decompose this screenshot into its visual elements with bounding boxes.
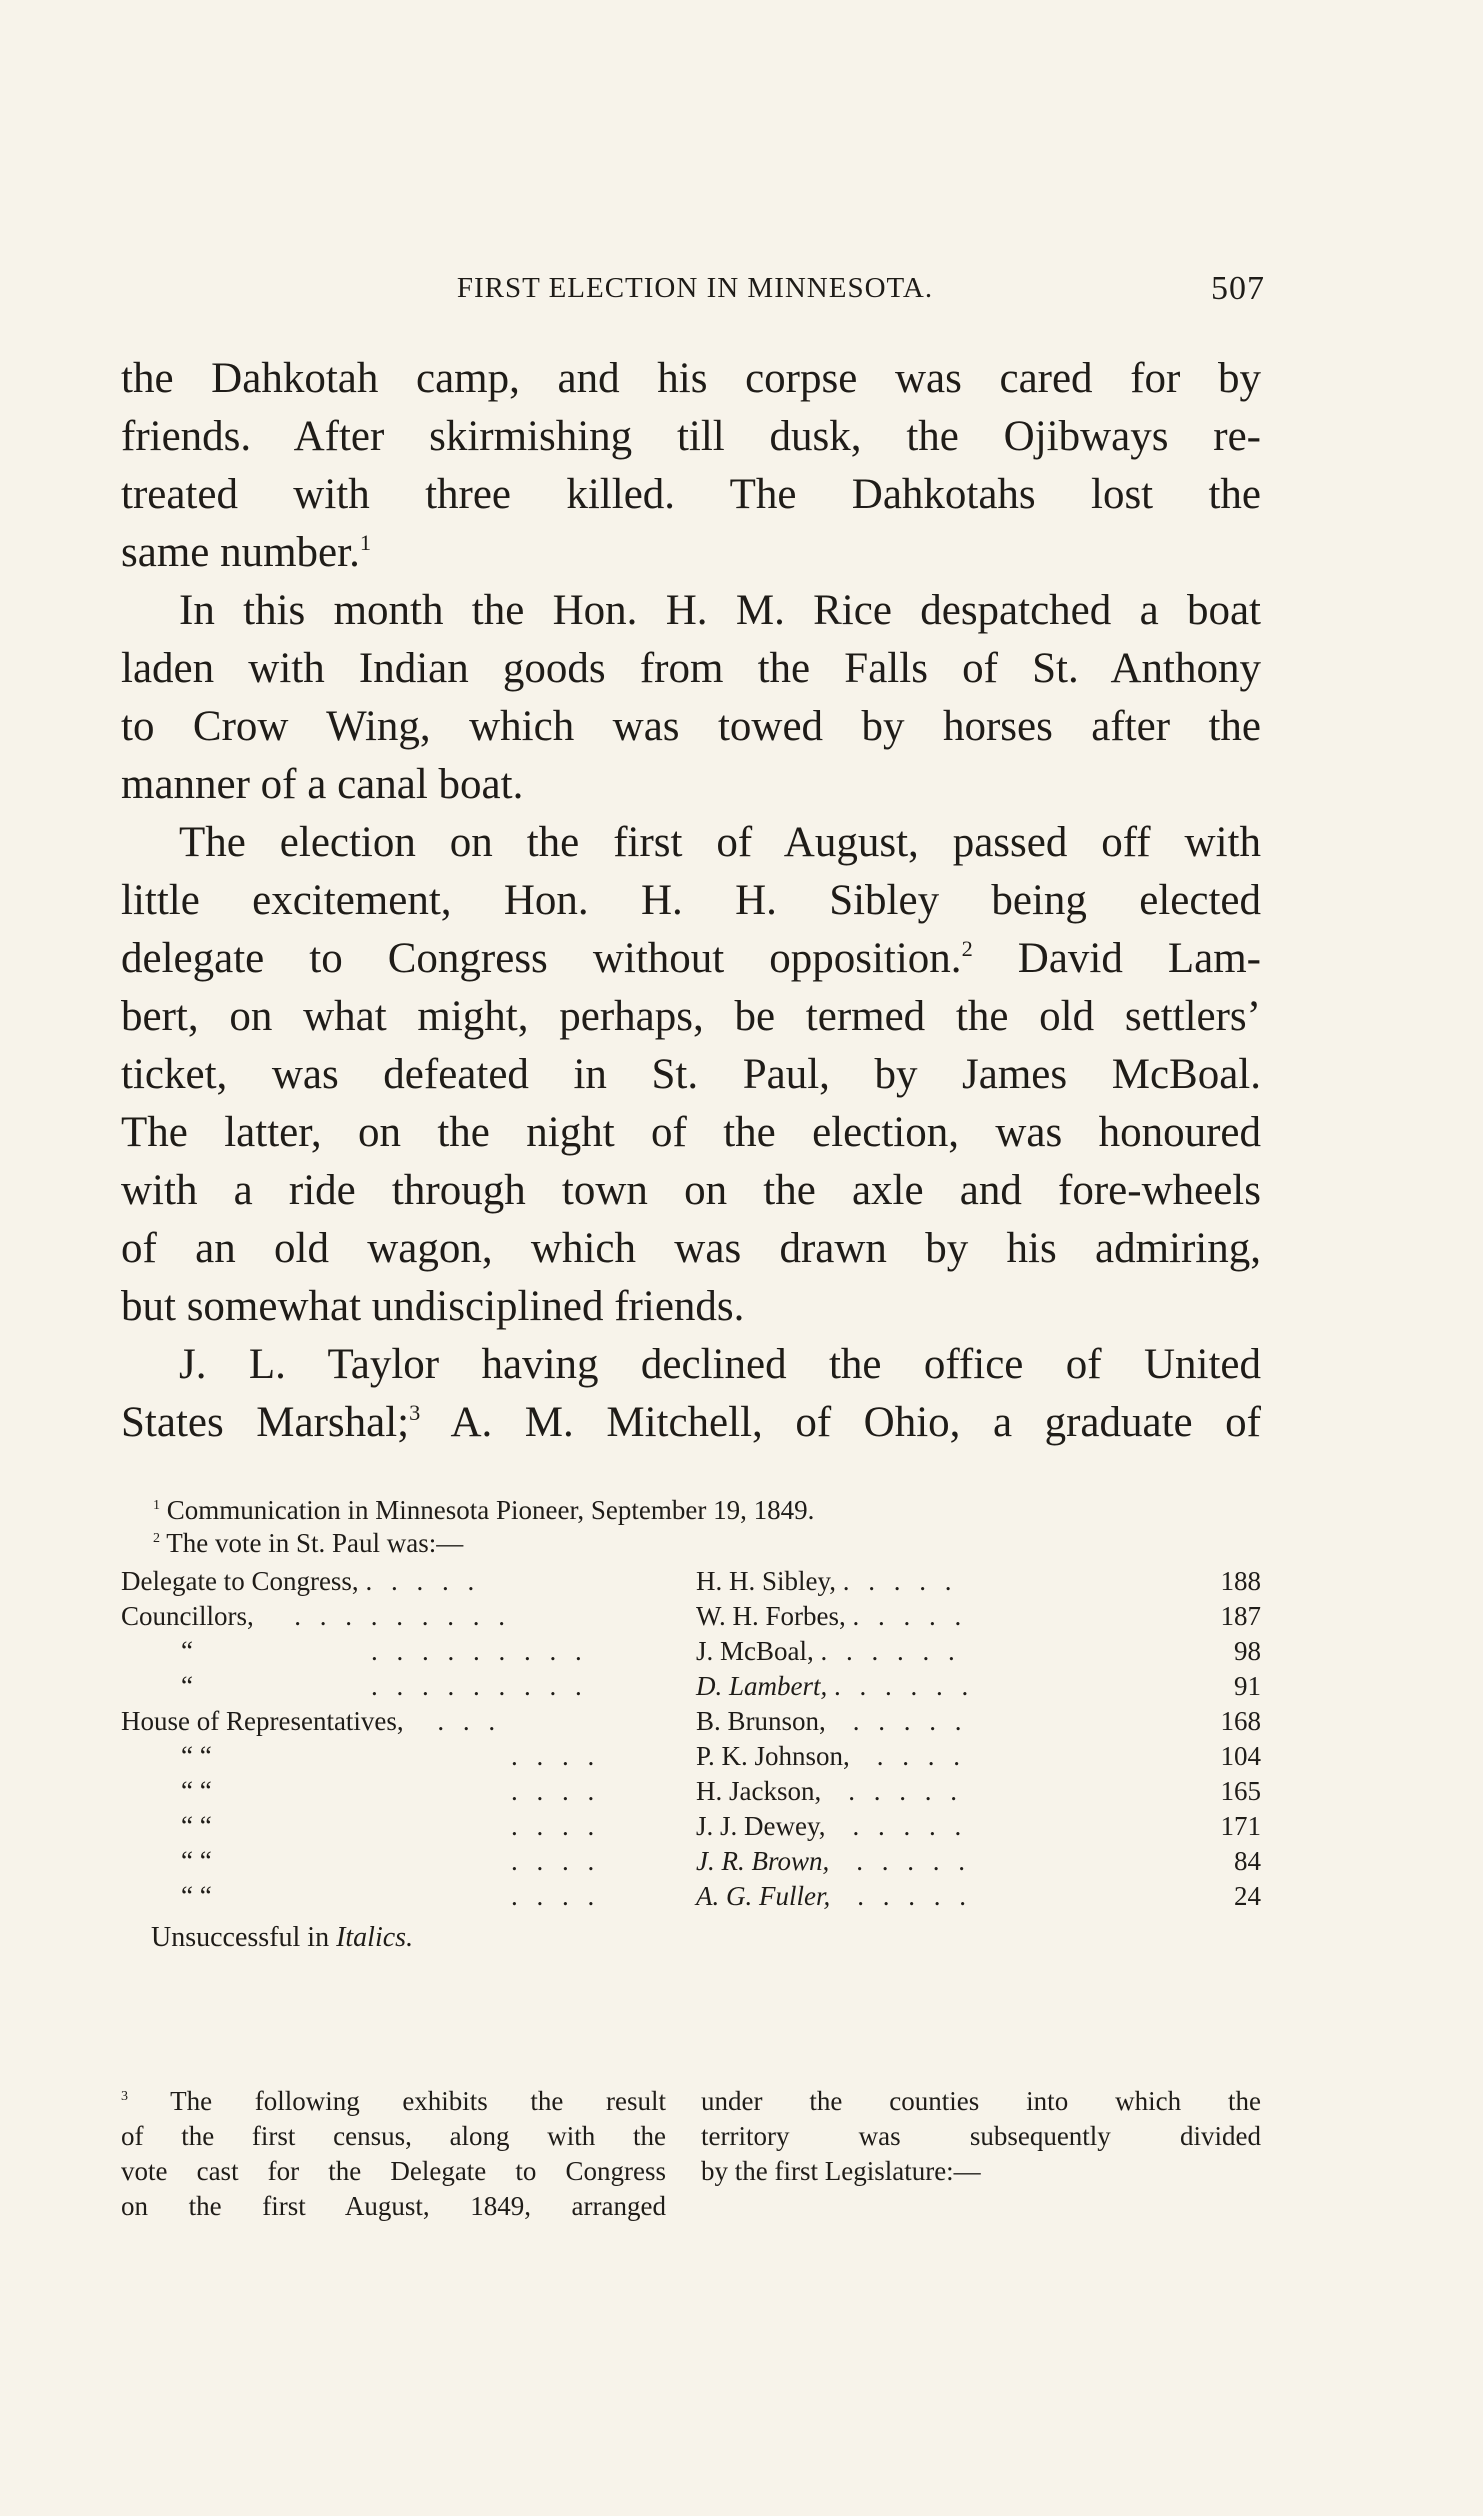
unsuccessful-note bbox=[121, 1918, 1261, 1958]
footnote-ref-2: 2 bbox=[961, 935, 973, 961]
footnote-marker: 3 bbox=[121, 2087, 129, 2104]
votes-cell: 188 bbox=[1220, 1566, 1261, 1596]
footnote-text: Communication in Minnesota Pioneer, September 19, 1849. bbox=[166, 1495, 815, 1525]
dot-leader: . . . bbox=[437, 1706, 502, 1736]
office-label: Councillors, bbox=[121, 1601, 254, 1631]
dot-leader: . . . . . bbox=[857, 1881, 972, 1911]
body-line-text: States Marshal; bbox=[121, 1399, 410, 1446]
office-cell bbox=[121, 1599, 696, 1634]
candidate-name: B. Brunson, bbox=[696, 1706, 826, 1736]
ditto-mark: “ “ bbox=[181, 1776, 212, 1806]
office-cell bbox=[121, 1809, 696, 1844]
body-line: J. L. Taylor having declined the office of United bbox=[179, 1341, 1261, 1388]
dot-leader: . . . . . . bbox=[834, 1671, 975, 1701]
unsuccessful-italic: Italics. bbox=[336, 1922, 414, 1953]
dot-leader: . . . . . bbox=[842, 1566, 958, 1596]
dot-leader: . . . . . bbox=[856, 1846, 971, 1876]
dot-leader: . . . . . bbox=[852, 1811, 968, 1841]
page-number: 507 bbox=[1211, 270, 1265, 307]
body-line bbox=[121, 930, 1261, 988]
candidate-cell bbox=[696, 1669, 1166, 1704]
candidate-name: P. K. Johnson, bbox=[696, 1741, 850, 1771]
candidate-name: J. R. Brown, bbox=[696, 1846, 830, 1876]
table-row bbox=[121, 1809, 1261, 1844]
candidate-name: D. Lambert, bbox=[696, 1671, 828, 1701]
ditto-mark: “ “ bbox=[181, 1846, 212, 1876]
votes-cell: 171 bbox=[1220, 1811, 1261, 1841]
office-cell bbox=[121, 1669, 696, 1704]
body-line: manner of a canal boat. bbox=[121, 761, 524, 808]
body-line: bert, on what might, perhaps, be termed the old settlers’ bbox=[121, 993, 1261, 1040]
body-line: The election on the first of August, passed off with bbox=[179, 819, 1261, 866]
votes-cell: 98 bbox=[1234, 1636, 1261, 1666]
office-cell bbox=[121, 1564, 696, 1599]
votes-cell: 187 bbox=[1220, 1601, 1261, 1631]
footnote-marker: 2 bbox=[153, 1529, 161, 1546]
candidate-name: W. H. Forbes, bbox=[696, 1601, 846, 1631]
footnote-line: on the first August, 1849, arranged bbox=[121, 2191, 666, 2221]
ditto-mark: “ “ bbox=[181, 1811, 212, 1841]
dot-leader: . . . . . . . . . bbox=[371, 1671, 588, 1701]
footnote-3-left-column bbox=[121, 2084, 666, 2224]
table-row bbox=[121, 1739, 1261, 1774]
footnote-marker: 1 bbox=[153, 1496, 161, 1513]
footnote-ref-1: 1 bbox=[359, 529, 372, 555]
vote-table bbox=[121, 1564, 1261, 1914]
candidate-name: H. Jackson, bbox=[696, 1776, 822, 1806]
body-line: ticket, was defeated in St. Paul, by James McBoal. bbox=[121, 1051, 1261, 1098]
footnotes bbox=[121, 1494, 1261, 1958]
body-line: friends. After skirmishing till dusk, the Ojibways re- bbox=[121, 413, 1261, 460]
candidate-cell bbox=[696, 1634, 1166, 1669]
ditto-mark: “ “ bbox=[181, 1741, 212, 1771]
body-line-text: delegate to Congress without opposition. bbox=[121, 935, 962, 982]
dot-leader: . . . . . . . . . bbox=[371, 1636, 588, 1666]
candidate-cell bbox=[696, 1599, 1166, 1634]
table-row bbox=[121, 1599, 1261, 1634]
votes-cell: 168 bbox=[1220, 1706, 1261, 1736]
dot-leader: . . . . bbox=[511, 1881, 601, 1911]
votes-cell: 91 bbox=[1234, 1671, 1261, 1701]
table-row bbox=[121, 1669, 1261, 1704]
ditto-mark: “ bbox=[181, 1636, 193, 1666]
candidate-cell bbox=[696, 1774, 1166, 1809]
ditto-mark: “ “ bbox=[181, 1881, 212, 1911]
office-cell bbox=[121, 1844, 696, 1879]
body-line bbox=[121, 1394, 1261, 1452]
body-line-text: same number. bbox=[121, 529, 360, 576]
candidate-cell bbox=[696, 1879, 1166, 1914]
office-cell bbox=[121, 1879, 696, 1914]
candidate-cell bbox=[696, 1564, 1166, 1599]
candidate-cell bbox=[696, 1739, 1166, 1774]
office-label: House of Representatives, bbox=[121, 1706, 404, 1736]
dot-leader: . . . . bbox=[876, 1741, 967, 1771]
table-row bbox=[121, 1704, 1261, 1739]
footnote-line: by the first Legislature:— bbox=[701, 2156, 981, 2186]
unsuccessful-prefix: Unsuccessful in bbox=[151, 1922, 337, 1953]
footnote-line: of the first census, along with the bbox=[121, 2121, 666, 2151]
body-text bbox=[121, 350, 1261, 1452]
footnote-text: The vote in St. Paul was:— bbox=[166, 1528, 464, 1558]
candidate-name: A. G. Fuller, bbox=[696, 1881, 831, 1911]
body-line: treated with three killed. The Dahkotahs lost the bbox=[121, 471, 1261, 518]
dot-leader: . . . . . . bbox=[820, 1636, 961, 1666]
body-line: of an old wagon, which was drawn by his admiring, bbox=[121, 1225, 1261, 1272]
dot-leader: . . . . . bbox=[848, 1776, 963, 1806]
dot-leader: . . . . bbox=[511, 1811, 601, 1841]
footnote-line: vote cast for the Delegate to Congress bbox=[121, 2156, 666, 2186]
dot-leader: . . . . . bbox=[852, 1601, 968, 1631]
table-row bbox=[121, 1844, 1261, 1879]
body-line bbox=[121, 524, 1261, 582]
body-line: but somewhat undisciplined friends. bbox=[121, 1283, 745, 1330]
candidate-cell bbox=[696, 1844, 1166, 1879]
body-line: with a ride through town on the axle and fore-wheels bbox=[121, 1167, 1261, 1214]
candidate-name: J. McBoal, bbox=[696, 1636, 814, 1666]
candidate-name: J. J. Dewey, bbox=[696, 1811, 826, 1841]
candidate-cell bbox=[696, 1704, 1166, 1739]
table-row bbox=[121, 1879, 1261, 1914]
footnote-2 bbox=[121, 1527, 1261, 1560]
office-cell bbox=[121, 1704, 696, 1739]
footnote-text: The following exhibits the result bbox=[170, 2086, 667, 2116]
footnote-line bbox=[121, 2084, 666, 2119]
body-line: The latter, on the night of the election, was honoured bbox=[121, 1109, 1261, 1156]
body-line: the Dahkotah camp, and his corpse was cared for by bbox=[121, 355, 1261, 402]
votes-cell: 24 bbox=[1234, 1881, 1261, 1911]
office-cell bbox=[121, 1634, 696, 1669]
body-line: laden with Indian goods from the Falls of St. Anthony bbox=[121, 645, 1261, 692]
body-line: In this month the Hon. H. M. Rice despatched a boat bbox=[179, 587, 1261, 634]
ditto-mark: “ bbox=[181, 1671, 193, 1701]
footnote-3-right-column bbox=[701, 2084, 1261, 2189]
body-line-text: David Lam- bbox=[972, 935, 1262, 982]
body-line: to Crow Wing, which was towed by horses after the bbox=[121, 703, 1261, 750]
running-head bbox=[125, 272, 1265, 312]
candidate-name: H. H. Sibley, bbox=[696, 1566, 836, 1596]
table-row bbox=[121, 1564, 1261, 1599]
running-title: FIRST ELECTION IN MINNESOTA. bbox=[456, 272, 934, 304]
office-label: Delegate to Congress, bbox=[121, 1566, 359, 1596]
footnote-line: territory was subsequently divided bbox=[701, 2121, 1261, 2151]
dot-leader: . . . . . bbox=[365, 1566, 481, 1596]
candidate-cell bbox=[696, 1809, 1166, 1844]
votes-cell: 104 bbox=[1220, 1741, 1261, 1771]
footnote-ref-3: 3 bbox=[409, 1399, 421, 1425]
dot-leader: . . . . bbox=[511, 1741, 601, 1771]
table-row bbox=[121, 1774, 1261, 1809]
votes-cell: 84 bbox=[1234, 1846, 1261, 1876]
footnote-line: under the counties into which the bbox=[701, 2086, 1261, 2116]
table-row bbox=[121, 1634, 1261, 1669]
votes-cell: 165 bbox=[1220, 1776, 1261, 1806]
body-line: little excitement, Hon. H. H. Sibley being elected bbox=[121, 877, 1261, 924]
office-cell bbox=[121, 1774, 696, 1809]
footnote-1 bbox=[121, 1494, 1261, 1527]
dot-leader: . . . . bbox=[511, 1846, 601, 1876]
body-line-text: A. M. Mitchell, of Ohio, a graduate of bbox=[420, 1399, 1261, 1446]
dot-leader: . . . . . bbox=[852, 1706, 968, 1736]
office-cell bbox=[121, 1739, 696, 1774]
dot-leader: . . . . . . . . . bbox=[294, 1601, 511, 1631]
dot-leader: . . . . bbox=[511, 1776, 601, 1806]
